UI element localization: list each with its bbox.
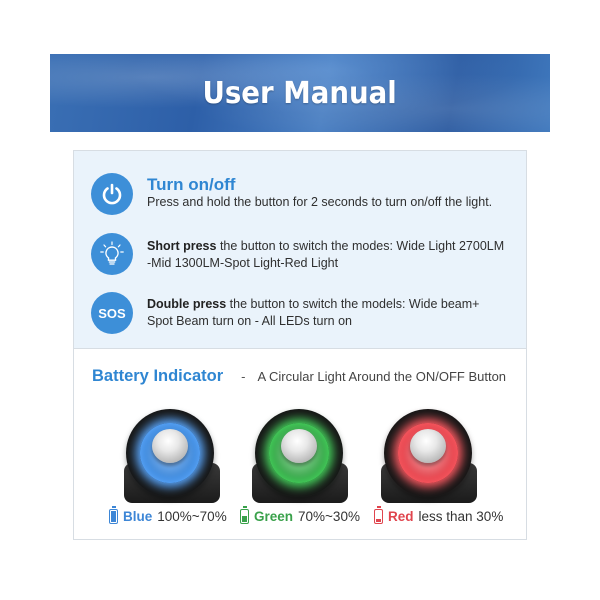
light-bulb-icon (91, 233, 133, 275)
battery-title: Battery Indicator (92, 367, 224, 385)
heading-separator: - (241, 369, 246, 384)
operation-emphasis: Double press (147, 297, 227, 311)
legend-color-name: Blue (123, 509, 153, 524)
legend-blue (109, 509, 227, 524)
operation-turn-on-off (91, 173, 492, 215)
operation-description: the button to switch the models: Wide beam+ Spot Beam turn on - All LEDs turn on (147, 297, 480, 328)
battery-low-icon (374, 509, 383, 524)
button-cap (281, 429, 317, 463)
battery-half-icon (240, 509, 249, 524)
operations-section (74, 151, 526, 349)
battery-full-icon (109, 509, 118, 524)
operation-short-press (91, 233, 507, 275)
button-cap (152, 429, 188, 463)
operation-double-press (91, 292, 507, 334)
sos-icon (91, 292, 133, 334)
power-button-red-image (384, 409, 472, 497)
legend-color-name: Green (254, 509, 294, 524)
legend-range: 100%~70% (157, 509, 227, 524)
operation-description: the button to switch the modes: Wide Light 2700LM -Mid 1300LM-Spot Light-Red Light (147, 239, 505, 270)
battery-indicator-heading (92, 367, 506, 386)
title-banner (50, 54, 550, 132)
legend-green (240, 509, 360, 524)
operation-title: Turn on/off (147, 175, 236, 194)
legend-color-name: Red (388, 509, 414, 524)
legend-range: 70%~30% (298, 509, 360, 524)
legend-red (374, 509, 503, 524)
legend-range: less than 30% (418, 509, 504, 524)
button-cap (410, 429, 446, 463)
battery-subtitle: A Circular Light Around the ON/OFF Button (257, 369, 507, 384)
power-button-blue-image (126, 409, 214, 497)
operation-emphasis: Short press (147, 239, 217, 253)
sos-icon-label: SOS (98, 305, 126, 321)
power-icon (91, 173, 133, 215)
page-title: User Manual (202, 75, 398, 111)
manual-panel (73, 150, 527, 540)
operation-description: Press and hold the button for 2 seconds to turn on/off the light. (147, 195, 493, 209)
power-button-green-image (255, 409, 343, 497)
